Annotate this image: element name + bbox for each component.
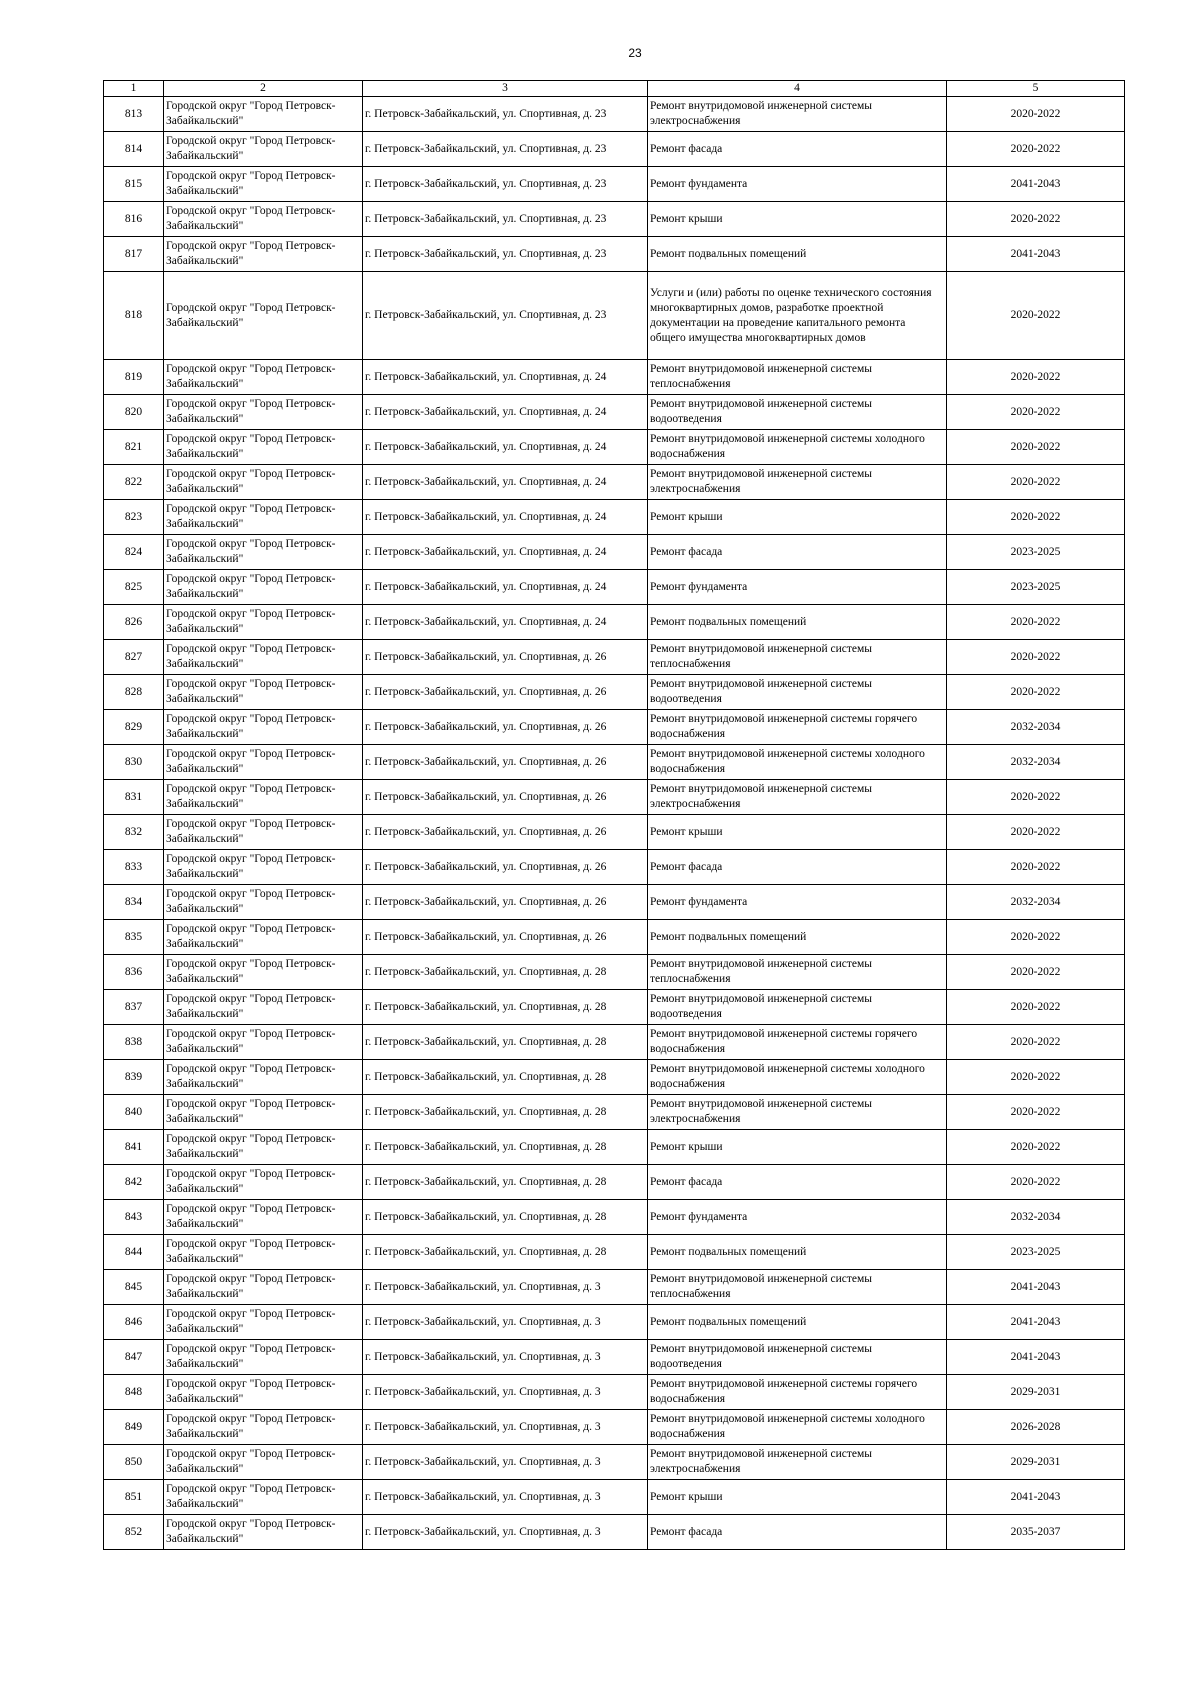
address-cell: г. Петровск-Забайкальский, ул. Спортивная, д. 23 xyxy=(363,272,648,360)
address-cell: г. Петровск-Забайкальский, ул. Спортивная, д. 28 xyxy=(363,1130,648,1165)
row-number-cell: 819 xyxy=(104,360,164,395)
table-row xyxy=(104,1340,1125,1375)
period-cell: 2020-2022 xyxy=(947,955,1125,990)
table-row xyxy=(104,675,1125,710)
table-row xyxy=(104,272,1125,360)
address-cell: г. Петровск-Забайкальский, ул. Спортивная, д. 28 xyxy=(363,1025,648,1060)
work-type-cell: Ремонт крыши xyxy=(648,202,947,237)
municipality-cell: Городской округ "Город Петровск-Забайкальский" xyxy=(164,1270,363,1305)
row-number-cell: 843 xyxy=(104,1200,164,1235)
municipality-cell: Городской округ "Город Петровск-Забайкальский" xyxy=(164,237,363,272)
repair-schedule-table xyxy=(103,80,1125,1550)
address-cell: г. Петровск-Забайкальский, ул. Спортивная, д. 24 xyxy=(363,570,648,605)
period-cell: 2023-2025 xyxy=(947,535,1125,570)
municipality-cell: Городской округ "Город Петровск-Забайкальский" xyxy=(164,1060,363,1095)
period-cell: 2020-2022 xyxy=(947,360,1125,395)
row-number-cell: 852 xyxy=(104,1515,164,1550)
period-cell: 2029-2031 xyxy=(947,1445,1125,1480)
address-cell: г. Петровск-Забайкальский, ул. Спортивная, д. 28 xyxy=(363,1165,648,1200)
address-cell: г. Петровск-Забайкальский, ул. Спортивная, д. 26 xyxy=(363,780,648,815)
period-cell: 2020-2022 xyxy=(947,780,1125,815)
table-row xyxy=(104,430,1125,465)
row-number-cell: 849 xyxy=(104,1410,164,1445)
period-cell: 2020-2022 xyxy=(947,990,1125,1025)
work-type-cell: Ремонт внутридомовой инженерной системы теплоснабжения xyxy=(648,360,947,395)
work-type-cell: Ремонт крыши xyxy=(648,1130,947,1165)
address-cell: г. Петровск-Забайкальский, ул. Спортивная, д. 26 xyxy=(363,885,648,920)
period-cell: 2020-2022 xyxy=(947,500,1125,535)
table-row xyxy=(104,1025,1125,1060)
period-cell: 2035-2037 xyxy=(947,1515,1125,1550)
municipality-cell: Городской округ "Город Петровск-Забайкальский" xyxy=(164,605,363,640)
period-cell: 2020-2022 xyxy=(947,850,1125,885)
column-header: 4 xyxy=(648,81,947,97)
municipality-cell: Городской округ "Город Петровск-Забайкальский" xyxy=(164,885,363,920)
address-cell: г. Петровск-Забайкальский, ул. Спортивная, д. 24 xyxy=(363,500,648,535)
work-type-cell: Ремонт внутридомовой инженерной системы электроснабжения xyxy=(648,1445,947,1480)
period-cell: 2020-2022 xyxy=(947,132,1125,167)
work-type-cell: Ремонт фасада xyxy=(648,1165,947,1200)
municipality-cell: Городской округ "Город Петровск-Забайкальский" xyxy=(164,745,363,780)
municipality-cell: Городской округ "Город Петровск-Забайкальский" xyxy=(164,850,363,885)
address-cell: г. Петровск-Забайкальский, ул. Спортивная, д. 28 xyxy=(363,990,648,1025)
address-cell: г. Петровск-Забайкальский, ул. Спортивная, д. 26 xyxy=(363,640,648,675)
address-cell: г. Петровск-Забайкальский, ул. Спортивная, д. 3 xyxy=(363,1445,648,1480)
period-cell: 2020-2022 xyxy=(947,1095,1125,1130)
table-row xyxy=(104,745,1125,780)
address-cell: г. Петровск-Забайкальский, ул. Спортивная, д. 23 xyxy=(363,97,648,132)
row-number-cell: 841 xyxy=(104,1130,164,1165)
row-number-cell: 838 xyxy=(104,1025,164,1060)
column-header: 1 xyxy=(104,81,164,97)
address-cell: г. Петровск-Забайкальский, ул. Спортивная, д. 26 xyxy=(363,710,648,745)
municipality-cell: Городской округ "Город Петровск-Забайкальский" xyxy=(164,815,363,850)
row-number-cell: 837 xyxy=(104,990,164,1025)
period-cell: 2041-2043 xyxy=(947,1305,1125,1340)
period-cell: 2020-2022 xyxy=(947,465,1125,500)
row-number-cell: 832 xyxy=(104,815,164,850)
municipality-cell: Городской округ "Город Петровск-Забайкальский" xyxy=(164,430,363,465)
row-number-cell: 834 xyxy=(104,885,164,920)
address-cell: г. Петровск-Забайкальский, ул. Спортивная, д. 26 xyxy=(363,815,648,850)
period-cell: 2020-2022 xyxy=(947,815,1125,850)
work-type-cell: Ремонт крыши xyxy=(648,1480,947,1515)
municipality-cell: Городской округ "Город Петровск-Забайкальский" xyxy=(164,97,363,132)
work-type-cell: Ремонт фасада xyxy=(648,535,947,570)
row-number-cell: 820 xyxy=(104,395,164,430)
row-number-cell: 814 xyxy=(104,132,164,167)
period-cell: 2041-2043 xyxy=(947,1270,1125,1305)
table-row xyxy=(104,920,1125,955)
table-row xyxy=(104,1305,1125,1340)
table-row xyxy=(104,1270,1125,1305)
municipality-cell: Городской округ "Город Петровск-Забайкальский" xyxy=(164,535,363,570)
period-cell: 2020-2022 xyxy=(947,272,1125,360)
address-cell: г. Петровск-Забайкальский, ул. Спортивная, д. 3 xyxy=(363,1340,648,1375)
table-row xyxy=(104,202,1125,237)
address-cell: г. Петровск-Забайкальский, ул. Спортивная, д. 24 xyxy=(363,395,648,430)
row-number-cell: 847 xyxy=(104,1340,164,1375)
table-row xyxy=(104,465,1125,500)
table-row xyxy=(104,605,1125,640)
row-number-cell: 830 xyxy=(104,745,164,780)
municipality-cell: Городской округ "Город Петровск-Забайкальский" xyxy=(164,395,363,430)
row-number-cell: 813 xyxy=(104,97,164,132)
address-cell: г. Петровск-Забайкальский, ул. Спортивная, д. 26 xyxy=(363,675,648,710)
municipality-cell: Городской округ "Город Петровск-Забайкальский" xyxy=(164,920,363,955)
address-cell: г. Петровск-Забайкальский, ул. Спортивная, д. 24 xyxy=(363,430,648,465)
period-cell: 2041-2043 xyxy=(947,1480,1125,1515)
address-cell: г. Петровск-Забайкальский, ул. Спортивная, д. 28 xyxy=(363,1235,648,1270)
row-number-cell: 815 xyxy=(104,167,164,202)
period-cell: 2032-2034 xyxy=(947,745,1125,780)
table-row xyxy=(104,1060,1125,1095)
municipality-cell: Городской округ "Город Петровск-Забайкальский" xyxy=(164,167,363,202)
work-type-cell: Ремонт подвальных помещений xyxy=(648,1235,947,1270)
row-number-cell: 848 xyxy=(104,1375,164,1410)
work-type-cell: Ремонт подвальных помещений xyxy=(648,920,947,955)
municipality-cell: Городской округ "Город Петровск-Забайкальский" xyxy=(164,1305,363,1340)
address-cell: г. Петровск-Забайкальский, ул. Спортивная, д. 3 xyxy=(363,1410,648,1445)
row-number-cell: 824 xyxy=(104,535,164,570)
row-number-cell: 842 xyxy=(104,1165,164,1200)
row-number-cell: 826 xyxy=(104,605,164,640)
period-cell: 2020-2022 xyxy=(947,605,1125,640)
municipality-cell: Городской округ "Город Петровск-Забайкальский" xyxy=(164,1235,363,1270)
period-cell: 2032-2034 xyxy=(947,710,1125,745)
period-cell: 2023-2025 xyxy=(947,570,1125,605)
period-cell: 2023-2025 xyxy=(947,1235,1125,1270)
work-type-cell: Ремонт внутридомовой инженерной системы водоотведения xyxy=(648,1340,947,1375)
period-cell: 2020-2022 xyxy=(947,1130,1125,1165)
work-type-cell: Ремонт внутридомовой инженерной системы горячего водоснабжения xyxy=(648,1375,947,1410)
table-row xyxy=(104,1130,1125,1165)
work-type-cell: Ремонт внутридомовой инженерной системы холодного водоснабжения xyxy=(648,1060,947,1095)
work-type-cell: Ремонт фундамента xyxy=(648,885,947,920)
municipality-cell: Городской округ "Город Петровск-Забайкальский" xyxy=(164,1165,363,1200)
address-cell: г. Петровск-Забайкальский, ул. Спортивная, д. 24 xyxy=(363,465,648,500)
table-row xyxy=(104,167,1125,202)
table-row xyxy=(104,1410,1125,1445)
row-number-cell: 845 xyxy=(104,1270,164,1305)
row-number-cell: 839 xyxy=(104,1060,164,1095)
period-cell: 2020-2022 xyxy=(947,920,1125,955)
row-number-cell: 825 xyxy=(104,570,164,605)
table-row xyxy=(104,990,1125,1025)
table-row xyxy=(104,570,1125,605)
address-cell: г. Петровск-Забайкальский, ул. Спортивная, д. 24 xyxy=(363,605,648,640)
column-header: 3 xyxy=(363,81,648,97)
work-type-cell: Ремонт внутридомовой инженерной системы водоотведения xyxy=(648,990,947,1025)
period-cell: 2041-2043 xyxy=(947,167,1125,202)
municipality-cell: Городской округ "Город Петровск-Забайкальский" xyxy=(164,1340,363,1375)
municipality-cell: Городской округ "Город Петровск-Забайкальский" xyxy=(164,202,363,237)
work-type-cell: Ремонт подвальных помещений xyxy=(648,237,947,272)
work-type-cell: Ремонт фасада xyxy=(648,132,947,167)
row-number-cell: 827 xyxy=(104,640,164,675)
row-number-cell: 851 xyxy=(104,1480,164,1515)
table-row xyxy=(104,500,1125,535)
address-cell: г. Петровск-Забайкальский, ул. Спортивная, д. 26 xyxy=(363,745,648,780)
period-cell: 2020-2022 xyxy=(947,97,1125,132)
municipality-cell: Городской округ "Город Петровск-Забайкальский" xyxy=(164,990,363,1025)
municipality-cell: Городской округ "Город Петровск-Забайкальский" xyxy=(164,1095,363,1130)
work-type-cell: Ремонт внутридомовой инженерной системы теплоснабжения xyxy=(648,1270,947,1305)
period-cell: 2020-2022 xyxy=(947,675,1125,710)
municipality-cell: Городской округ "Город Петровск-Забайкальский" xyxy=(164,360,363,395)
row-number-cell: 829 xyxy=(104,710,164,745)
address-cell: г. Петровск-Забайкальский, ул. Спортивная, д. 26 xyxy=(363,920,648,955)
period-cell: 2029-2031 xyxy=(947,1375,1125,1410)
row-number-cell: 816 xyxy=(104,202,164,237)
municipality-cell: Городской округ "Город Петровск-Забайкальский" xyxy=(164,1130,363,1165)
period-cell: 2020-2022 xyxy=(947,430,1125,465)
work-type-cell: Ремонт фасада xyxy=(648,850,947,885)
work-type-cell: Ремонт внутридомовой инженерной системы электроснабжения xyxy=(648,780,947,815)
address-cell: г. Петровск-Забайкальский, ул. Спортивная, д. 3 xyxy=(363,1270,648,1305)
table-row xyxy=(104,1095,1125,1130)
row-number-cell: 846 xyxy=(104,1305,164,1340)
row-number-cell: 844 xyxy=(104,1235,164,1270)
period-cell: 2032-2034 xyxy=(947,1200,1125,1235)
row-number-cell: 823 xyxy=(104,500,164,535)
work-type-cell: Ремонт внутридомовой инженерной системы водоотведения xyxy=(648,675,947,710)
municipality-cell: Городской округ "Город Петровск-Забайкальский" xyxy=(164,1410,363,1445)
table-row xyxy=(104,1480,1125,1515)
work-type-cell: Ремонт внутридомовой инженерной системы электроснабжения xyxy=(648,465,947,500)
table-row xyxy=(104,780,1125,815)
work-type-cell: Ремонт внутридомовой инженерной системы холодного водоснабжения xyxy=(648,745,947,780)
address-cell: г. Петровск-Забайкальский, ул. Спортивная, д. 28 xyxy=(363,1095,648,1130)
period-cell: 2041-2043 xyxy=(947,237,1125,272)
municipality-cell: Городской округ "Город Петровск-Забайкальский" xyxy=(164,710,363,745)
column-header: 5 xyxy=(947,81,1125,97)
work-type-cell: Ремонт внутридомовой инженерной системы холодного водоснабжения xyxy=(648,1410,947,1445)
address-cell: г. Петровск-Забайкальский, ул. Спортивная, д. 23 xyxy=(363,202,648,237)
table-row xyxy=(104,1515,1125,1550)
address-cell: г. Петровск-Забайкальский, ул. Спортивная, д. 28 xyxy=(363,1060,648,1095)
table-row xyxy=(104,1235,1125,1270)
work-type-cell: Ремонт внутридомовой инженерной системы горячего водоснабжения xyxy=(648,710,947,745)
work-type-cell: Ремонт внутридомовой инженерной системы электроснабжения xyxy=(648,1095,947,1130)
work-type-cell: Ремонт фундамента xyxy=(648,167,947,202)
row-number-cell: 828 xyxy=(104,675,164,710)
work-type-cell: Ремонт внутридомовой инженерной системы горячего водоснабжения xyxy=(648,1025,947,1060)
table-row xyxy=(104,710,1125,745)
municipality-cell: Городской округ "Город Петровск-Забайкальский" xyxy=(164,500,363,535)
address-cell: г. Петровск-Забайкальский, ул. Спортивная, д. 23 xyxy=(363,237,648,272)
municipality-cell: Городской округ "Город Петровск-Забайкальский" xyxy=(164,1375,363,1410)
address-cell: г. Петровск-Забайкальский, ул. Спортивная, д. 24 xyxy=(363,360,648,395)
municipality-cell: Городской округ "Город Петровск-Забайкальский" xyxy=(164,675,363,710)
work-type-cell: Ремонт подвальных помещений xyxy=(648,1305,947,1340)
period-cell: 2020-2022 xyxy=(947,395,1125,430)
address-cell: г. Петровск-Забайкальский, ул. Спортивная, д. 24 xyxy=(363,535,648,570)
work-type-cell: Ремонт внутридомовой инженерной системы теплоснабжения xyxy=(648,955,947,990)
work-type-cell: Ремонт внутридомовой инженерной системы теплоснабжения xyxy=(648,640,947,675)
work-type-cell: Ремонт фундамента xyxy=(648,570,947,605)
table-row xyxy=(104,885,1125,920)
work-type-cell: Ремонт внутридомовой инженерной системы электроснабжения xyxy=(648,97,947,132)
table-header-row xyxy=(104,81,1125,97)
work-type-cell: Ремонт внутридомовой инженерной системы холодного водоснабжения xyxy=(648,430,947,465)
table-row xyxy=(104,132,1125,167)
row-number-cell: 850 xyxy=(104,1445,164,1480)
municipality-cell: Городской округ "Город Петровск-Забайкальский" xyxy=(164,1480,363,1515)
period-cell: 2020-2022 xyxy=(947,1025,1125,1060)
row-number-cell: 822 xyxy=(104,465,164,500)
address-cell: г. Петровск-Забайкальский, ул. Спортивная, д. 28 xyxy=(363,1200,648,1235)
table-row xyxy=(104,640,1125,675)
table-row xyxy=(104,360,1125,395)
table-row xyxy=(104,850,1125,885)
address-cell: г. Петровск-Забайкальский, ул. Спортивная, д. 3 xyxy=(363,1515,648,1550)
municipality-cell: Городской округ "Город Петровск-Забайкальский" xyxy=(164,132,363,167)
address-cell: г. Петровск-Забайкальский, ул. Спортивная, д. 3 xyxy=(363,1375,648,1410)
work-type-cell: Ремонт внутридомовой инженерной системы водоотведения xyxy=(648,395,947,430)
table-row xyxy=(104,237,1125,272)
table-row xyxy=(104,1375,1125,1410)
table-row xyxy=(104,1200,1125,1235)
work-type-cell: Услуги и (или) работы по оценке технического состояния многоквартирных домов, разработке проектной документации на проведение капитального ремонта общего имущества многоквартирных домов xyxy=(648,272,947,360)
work-type-cell: Ремонт фундамента xyxy=(648,1200,947,1235)
row-number-cell: 817 xyxy=(104,237,164,272)
table-row xyxy=(104,535,1125,570)
address-cell: г. Петровск-Забайкальский, ул. Спортивная, д. 28 xyxy=(363,955,648,990)
period-cell: 2032-2034 xyxy=(947,885,1125,920)
address-cell: г. Петровск-Забайкальский, ул. Спортивная, д. 26 xyxy=(363,850,648,885)
table-row xyxy=(104,815,1125,850)
municipality-cell: Городской округ "Город Петровск-Забайкальский" xyxy=(164,1515,363,1550)
municipality-cell: Городской округ "Город Петровск-Забайкальский" xyxy=(164,1445,363,1480)
row-number-cell: 835 xyxy=(104,920,164,955)
work-type-cell: Ремонт крыши xyxy=(648,500,947,535)
municipality-cell: Городской округ "Город Петровск-Забайкальский" xyxy=(164,780,363,815)
period-cell: 2041-2043 xyxy=(947,1340,1125,1375)
period-cell: 2020-2022 xyxy=(947,1165,1125,1200)
municipality-cell: Городской округ "Город Петровск-Забайкальский" xyxy=(164,1200,363,1235)
table-row xyxy=(104,395,1125,430)
table-row xyxy=(104,955,1125,990)
work-type-cell: Ремонт подвальных помещений xyxy=(648,605,947,640)
municipality-cell: Городской округ "Город Петровск-Забайкальский" xyxy=(164,570,363,605)
municipality-cell: Городской округ "Город Петровск-Забайкальский" xyxy=(164,1025,363,1060)
period-cell: 2026-2028 xyxy=(947,1410,1125,1445)
table-row xyxy=(104,1445,1125,1480)
row-number-cell: 836 xyxy=(104,955,164,990)
municipality-cell: Городской округ "Город Петровск-Забайкальский" xyxy=(164,955,363,990)
work-type-cell: Ремонт фасада xyxy=(648,1515,947,1550)
address-cell: г. Петровск-Забайкальский, ул. Спортивная, д. 3 xyxy=(363,1305,648,1340)
table-row xyxy=(104,97,1125,132)
address-cell: г. Петровск-Забайкальский, ул. Спортивная, д. 3 xyxy=(363,1480,648,1515)
row-number-cell: 831 xyxy=(104,780,164,815)
address-cell: г. Петровск-Забайкальский, ул. Спортивная, д. 23 xyxy=(363,132,648,167)
address-cell: г. Петровск-Забайкальский, ул. Спортивная, д. 23 xyxy=(363,167,648,202)
column-header: 2 xyxy=(164,81,363,97)
period-cell: 2020-2022 xyxy=(947,1060,1125,1095)
row-number-cell: 833 xyxy=(104,850,164,885)
municipality-cell: Городской округ "Город Петровск-Забайкальский" xyxy=(164,640,363,675)
municipality-cell: Городской округ "Город Петровск-Забайкальский" xyxy=(164,272,363,360)
work-type-cell: Ремонт крыши xyxy=(648,815,947,850)
row-number-cell: 821 xyxy=(104,430,164,465)
row-number-cell: 840 xyxy=(104,1095,164,1130)
period-cell: 2020-2022 xyxy=(947,640,1125,675)
row-number-cell: 818 xyxy=(104,272,164,360)
table-row xyxy=(104,1165,1125,1200)
municipality-cell: Городской округ "Город Петровск-Забайкальский" xyxy=(164,465,363,500)
page-number: 23 xyxy=(628,46,642,60)
period-cell: 2020-2022 xyxy=(947,202,1125,237)
